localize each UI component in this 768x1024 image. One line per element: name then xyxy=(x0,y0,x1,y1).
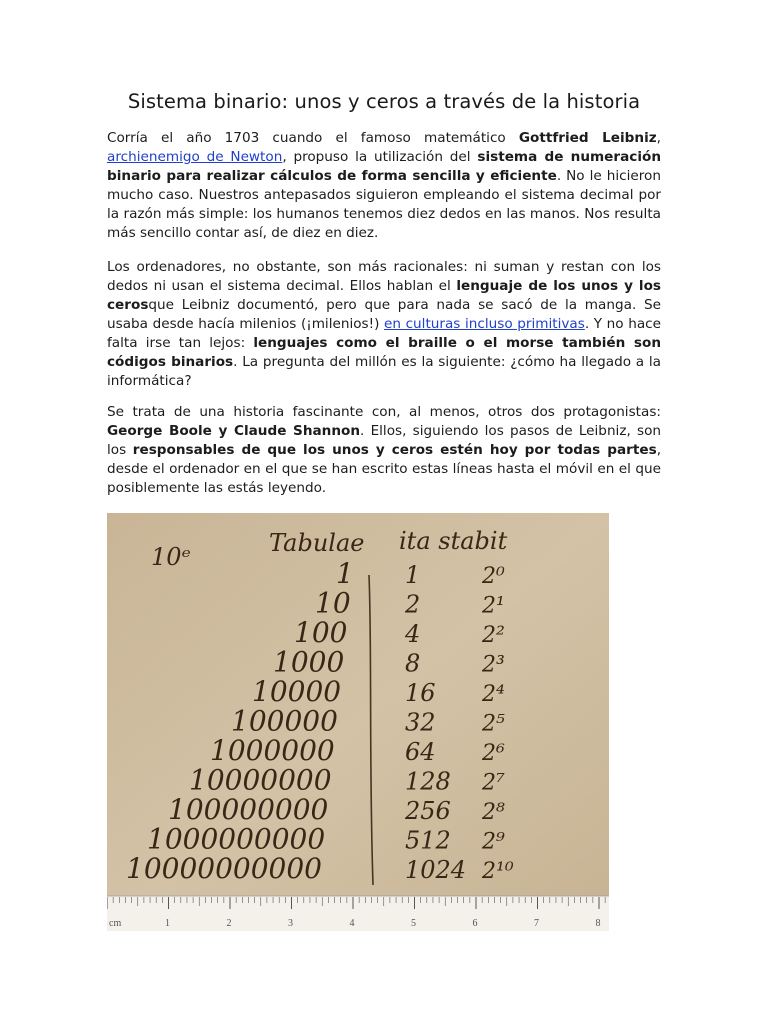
p1-text-2: , xyxy=(656,130,661,146)
binary-value: 100 xyxy=(294,616,348,649)
p1-bold-sistema: sistema de numeración binario para realizar cálculos de forma sencilla y eficiente xyxy=(107,149,661,184)
p1-text-1: Corría el año 1703 cuando el famoso matemático xyxy=(107,130,519,146)
binary-value: 1000000000 xyxy=(147,822,326,856)
decimal-value: 512 xyxy=(405,826,451,855)
decimal-value: 128 xyxy=(405,767,451,796)
decimal-value: 64 xyxy=(405,738,436,766)
decimal-value: 4 xyxy=(405,620,421,648)
p2-bold-braille-morse: lenguajes como el braille o el morse también son códigos binarios xyxy=(107,335,661,370)
link-culturas-primitivas[interactable]: en culturas incluso primitivas xyxy=(384,316,585,332)
binary-value: 10000000000 xyxy=(126,852,322,885)
binary-value: 1000 xyxy=(273,645,345,679)
p2-bold-lenguaje: lenguaje de los unos y los ceros xyxy=(107,278,661,313)
manuscript-svg xyxy=(107,513,609,931)
power-value: 2⁷ xyxy=(482,770,505,796)
binary-value: 1000000 xyxy=(210,734,335,767)
p1-text-3: , propuso la utilización del xyxy=(282,149,478,165)
binary-value: 100000 xyxy=(231,704,338,738)
power-value: 2⁹ xyxy=(482,829,505,855)
page-title: Sistema binario: unos y ceros a través de la historia xyxy=(127,90,641,113)
p1-bold-leibniz: Gottfried Leibniz xyxy=(518,130,657,146)
power-value: 2³ xyxy=(482,652,505,678)
paragraph-2 xyxy=(107,258,661,391)
decimal-value: 32 xyxy=(405,708,436,737)
power-value: 2⁸ xyxy=(482,800,505,825)
power-value: 2¹ xyxy=(482,593,505,619)
p2-text-4: . La pregunta del millón es la siguiente: ¿cómo ha llegado a la informática? xyxy=(107,354,661,389)
p3-bold-responsables: responsables de que los unos y ceros estén hoy por todas partes xyxy=(132,442,657,458)
power-value: 2² xyxy=(482,623,505,648)
p3-text-2: . Ellos, siguiendo los pasos de Leibniz, son los xyxy=(107,423,662,458)
paragraph-1 xyxy=(107,129,661,243)
binary-value: 1 xyxy=(336,557,354,590)
header-tabulae-text: Tabulae xyxy=(269,529,365,557)
binary-value: 10 xyxy=(315,586,351,620)
p3-bold-boole-shannon: George Boole y Claude Shannon xyxy=(107,423,361,439)
power-value: 2⁰ xyxy=(482,564,505,589)
decimal-value: 8 xyxy=(405,649,421,678)
power-value: 2¹⁰ xyxy=(482,859,514,884)
p3-text-3: , desde el ordenador en el que se han escrito estas líneas hasta el móvil en el que posiblemente las estás leyendo. xyxy=(107,442,662,496)
ruler-label: 3 xyxy=(288,918,293,929)
p3-text-1: Se trata de una historia fascinante con, al menos, otros dos protagonistas: xyxy=(107,404,661,420)
ruler-label: 5 xyxy=(411,918,416,929)
p2-text-3: . Y no hace falta irse tan lejos: xyxy=(107,316,661,351)
ruler-label: 6 xyxy=(472,918,478,929)
ruler-label: 8 xyxy=(595,918,601,929)
power-value: 2⁵ xyxy=(482,711,505,737)
ruler-label: 4 xyxy=(349,918,355,929)
paragraph-3 xyxy=(107,403,661,498)
leibniz-manuscript-image xyxy=(107,513,609,931)
p2-text-2: que Leibniz documentó, pero que para nada se sacó de la manga. Se usaba desde hacía milenios (¡milenios!) xyxy=(107,297,661,332)
decimal-value: 16 xyxy=(405,679,436,707)
binary-value: 100000000 xyxy=(168,793,329,826)
decimal-value: 256 xyxy=(405,797,451,825)
power-value: 2⁴ xyxy=(482,682,505,707)
decimal-value: 1 xyxy=(405,561,421,589)
link-archienemigo-newton[interactable]: archienemigo de Newton xyxy=(107,149,283,165)
ruler-label: 1 xyxy=(165,918,170,929)
decimal-value: 2 xyxy=(405,590,421,619)
p1-text-4: . No le hicieron mucho caso. Nuestros antepasados siguieron empleando el sistema decimal por la razón más simple: los humanos tenemos diez dedos en las manos. Nos resulta más sencillo contar así, de diez en diez. xyxy=(107,168,661,241)
ruler-label: 7 xyxy=(534,918,539,929)
ruler-label: 2 xyxy=(226,918,232,929)
power-value: 2⁶ xyxy=(482,741,505,766)
binary-value: 10000000 xyxy=(189,763,332,797)
ruler-unit-label: cm xyxy=(109,918,122,929)
p2-text-1: Los ordenadores, no obstante, son más racionales: ni suman y restan con los dedos ni usan el sistema decimal. Ellos hablan el xyxy=(107,259,661,294)
header-ita-stabit-text: ita stabit xyxy=(399,527,508,555)
header-left-text: 10ᵉ xyxy=(151,543,191,571)
binary-value: 10000 xyxy=(252,675,342,708)
decimal-value: 1024 xyxy=(405,856,467,884)
